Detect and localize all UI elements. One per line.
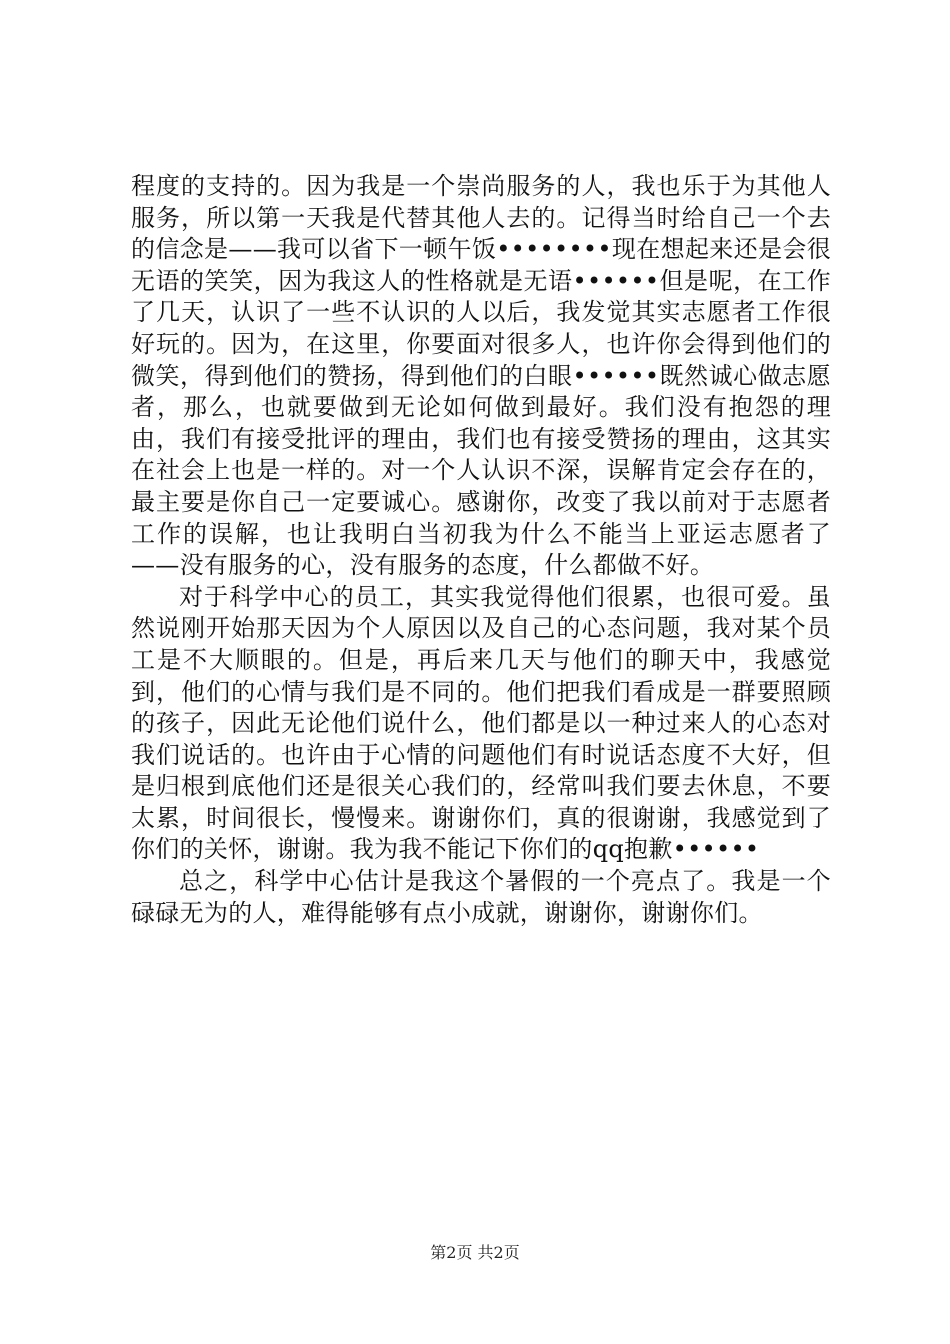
paragraph-2: 对于科学中心的员工，其实我觉得他们很累，也很可爱。虽然说刚开始那天因为个人原因以及自己的心态问题，我对某个员工是不大顺眼的。但是，再后来几天与他们的聊天中，我感觉到，他们的心情与我们是不同的。他们把我们看成是一群要照顾的孩子，因此无论他们说什么，他们都是以一种过来人的心态对我们说话的。也许由于心情的问题他们有时说话态度不大好，但是归根到底他们还是很关心我们的，经常叫我们要去休息，不要太累，时间很长，慢慢来。谢谢你们，真的很谢谢，我感觉到了你们的关怀，谢谢。我为我不能记下你们的qq抱歉••••••	[131, 582, 831, 864]
page-number-footer: 第2页 共2页	[430, 1243, 520, 1262]
document-body	[131, 171, 831, 929]
paragraph-1: 程度的支持的。因为我是一个崇尚服务的人，我也乐于为其他人服务，所以第一天我是代替其他人去的。记得当时给自己一个去的信念是——我可以省下一顿午饭••••••••现在想起来还是会很无语的笑笑，因为我这人的性格就是无语••••••但是呢，在工作了几天，认识了一些不认识的人以后，我发觉其实志愿者工作很好玩的。因为，在这里，你要面对很多人，也许你会得到他们的微笑，得到他们的赞扬，得到他们的白眼••••••既然诚心做志愿者，那么，也就要做到无论如何做到最好。我们没有抱怨的理由，我们有接受批评的理由，我们也有接受赞扬的理由，这其实在社会上也是一样的。对一个人认识不深，误解肯定会存在的，最主要是你自己一定要诚心。感谢你，改变了我以前对于志愿者工作的误解，也让我明白当初我为什么不能当上亚运志愿者了——没有服务的心，没有服务的态度，什么都做不好。	[131, 172, 831, 580]
paragraph-3: 总之，科学中心估计是我这个暑假的一个亮点了。我是一个碌碌无为的人，难得能够有点小成就，谢谢你，谢谢你们。	[131, 867, 831, 927]
